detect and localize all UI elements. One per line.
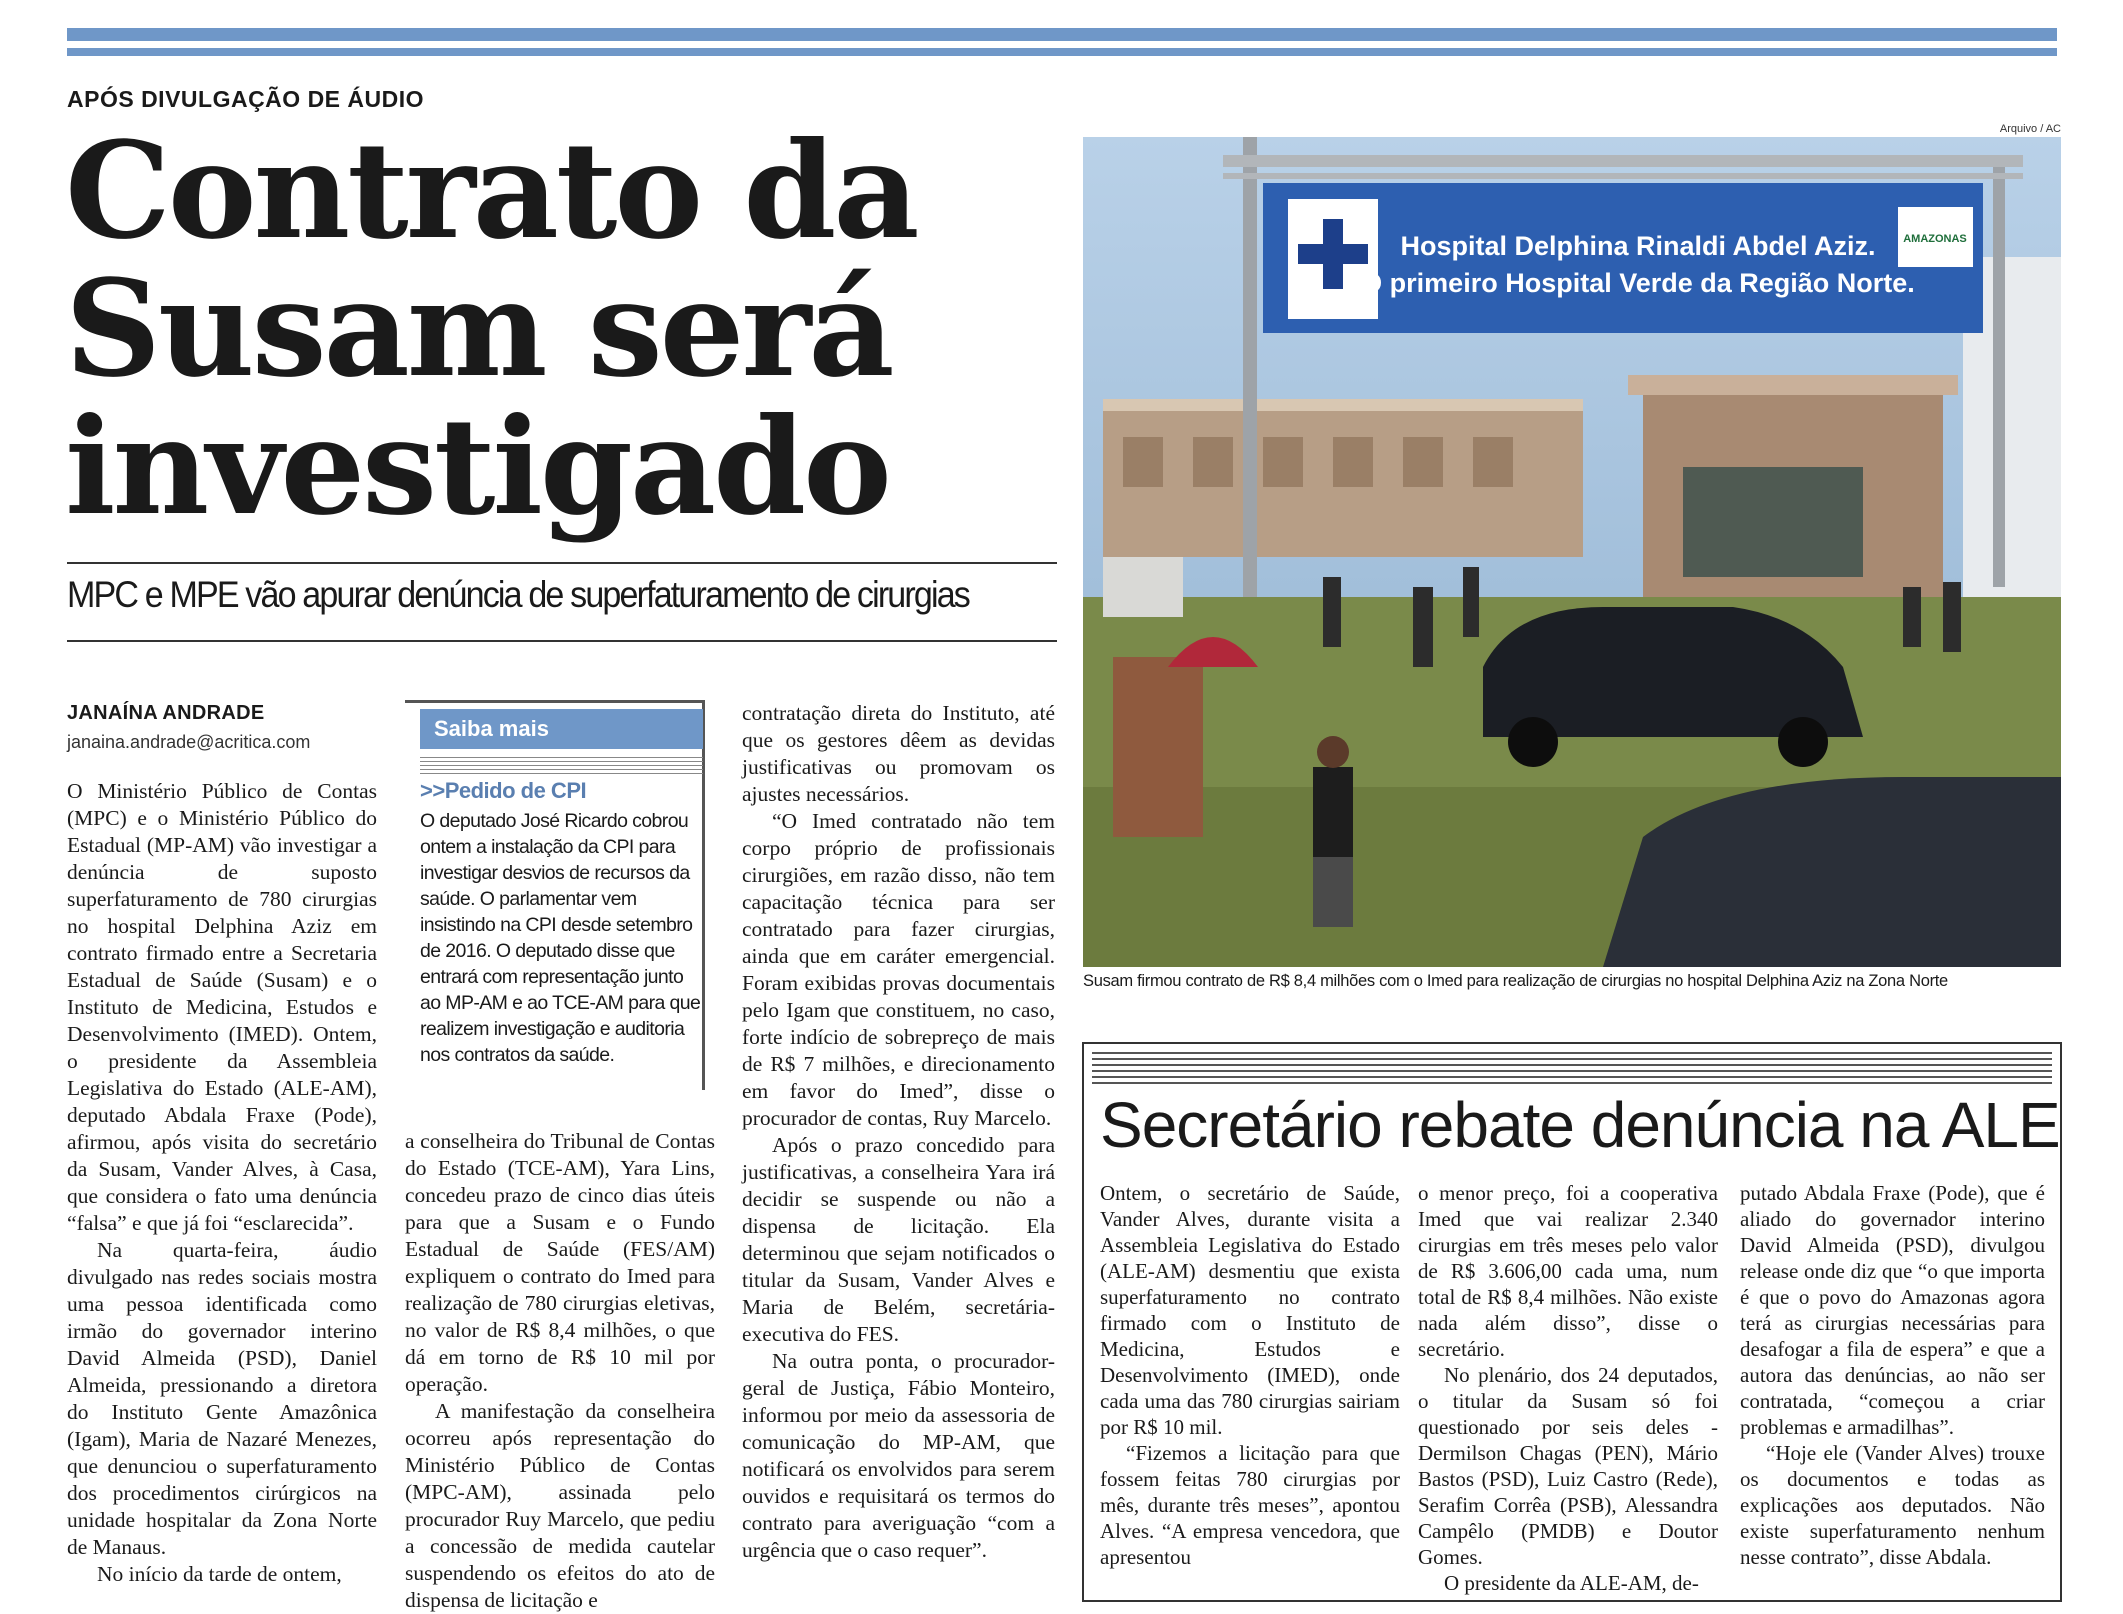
deck-rule-bottom [67,640,1057,642]
paragraph: “Hoje ele (Vander Alves) trouxe os documentos e todas as explicações aos deputados. Não existe superfaturamento nenhum nesse contrato”, disse Abdala. [1740,1441,2045,1569]
deck: MPC e MPE vão apurar denúncia de superfaturamento de cirurgias [67,574,969,615]
headline [65,113,1065,545]
paragraph: putado Abdala Fraxe (Pode), que é aliado do governador interino David Almeida (PSD), divulgou release onde diz que “o que importa é que o povo do Amazonas agora terá as cirurgias necessárias para desafogar a fila de espera” e que a autora das denúncias, ao não ser contratada, “começou a criar problemas e armadilhas”. [1740,1181,2045,1439]
paragraph: No plenário, dos 24 deputados, o titular da Susam só foi questionado por seis deles - Dermilson Chagas (PEN), Mário Bastos (PSD), Luiz Castro (Rede), Serafim Corrêa (PSB), Alessandra Campêlo (PMDB) e Doutor Gomes. [1418,1363,1718,1569]
top-rule [67,28,2057,41]
kicker: APÓS DIVULGAÇÃO DE ÁUDIO [67,86,425,112]
headline-line: investigado [65,389,889,545]
paragraph: No início da tarde de ontem, [97,1562,342,1586]
related-article-title: Secretário rebate denúncia na ALE [1100,1089,2060,1161]
photo-caption: Susam firmou contrato de R$ 8,4 milhões com o Imed para realização de cirurgias no hospital Delphina Aziz na Zona Norte [1083,972,1948,990]
headline-line: Contrato da [65,113,917,269]
deck-rule-top [67,562,1057,564]
paragraph: Na outra ponta, o procurador-geral de Justiça, Fábio Monteiro, informou por meio da assessoria de comunicação do MP-AM, que notificará os envolvidos para serem ouvidos e requisitará os termos do contrato para averiguação “com a urgência que o caso requer”. [742,1349,1055,1562]
sidebar-subtitle: >>Pedido de CPI [420,778,587,803]
paragraph: o menor preço, foi a cooperativa Imed que vai realizar 2.340 cirurgias em três meses pelo valor de R$ 3.606,00 cada uma, num total de R$ 8,4 milhões. Não existe nada além disso”, disse o secretário. [1418,1181,1718,1361]
paragraph: “O Imed contratado não tem corpo próprio de profissionais cirurgiões, em razão disso, não tem capacitação técnica para ser contratado para fazer cirurgias, ainda que em caráter emergencial. Foram exibidas provas documentais pelo Igam que constituem, no caso, forte indício de sobrepreço de mais de R$ 7 milhões, e direcionamento em favor do Imed”, disse o procurador de contas, Ruy Marcelo. [742,809,1055,1130]
paragraph: O presidente da ALE-AM, de- [1444,1571,1699,1595]
photo-credit: Arquivo / AC [1999,123,2061,135]
sidebar-title: Saiba mais [420,709,703,749]
related-article-hatch [1092,1052,2052,1086]
banner-logo-text: AMAZONAS [1903,233,1967,245]
article-column-1 [67,778,377,1588]
related-column-2 [1418,1180,1718,1596]
paragraph: A manifestação da conselheira ocorreu após representação do Ministério Público de Contas (MPC-AM), assinada pelo procurador Ruy Marcelo, que pediu a concessão de medida cautelar suspendendo os efeitos do ato de dispensa de licitação e [405,1399,715,1612]
banner-line-1: Hospital Delphina Rinaldi Abdel Aziz. [1400,231,1876,261]
hospital-scene-illustration [1083,137,2061,967]
article-column-3 [742,700,1055,1564]
news-photo [1083,137,2061,967]
related-column-1 [1100,1180,1400,1570]
top-rule-thin [67,48,2057,56]
paragraph: “Fizemos a licitação para que fossem feitas 780 cirurgias por mês, durante três meses”, apontou Alves. “A empresa vencedora, que apresentou [1100,1441,1400,1569]
paragraph: Ontem, o secretário de Saúde, Vander Alves, durante visita a Assembleia Legislativa do Estado (ALE-AM) desmentiu que exista superfaturamento no contrato firmado com o Instituto de Medicina, Estudos e Desenvolvimento (IMED), onde cada uma das 780 cirurgias sairiam por R$ 10 mil. [1100,1181,1400,1439]
headline-line: Susam será [65,251,892,407]
related-column-3 [1740,1180,2045,1570]
paragraph: Após o prazo concedido para justificativas, a conselheira Yara irá decidir se suspende ou não a dispensa de licitação. Ela determinou que sejam notificados o titular da Susam, Vander Alves e Maria de Belém, secretária-executiva do FES. [742,1133,1055,1346]
sidebar-text: O deputado José Ricardo cobrou ontem a instalação da CPI para investigar desvios de recursos da saúde. O parlamentar vem insistindo na CPI desde setembro de 2016. O deputado disse que entrará com representação junto ao MP-AM e ao TCE-AM para que realizem investigação e auditoria nos contratos da saúde. [420,810,701,1066]
author-email[interactable]: janaina.andrade@acritica.com [67,732,311,752]
article-column-2 [405,1128,715,1614]
paragraph: a conselheira do Tribunal de Contas do Estado (TCE-AM), Yara Lins, concedeu prazo de cinco dias úteis para que a Susam e o Fundo Estadual de Saúde (FES/AM) expliquem o contrato do Imed para realização de 780 cirurgias eletivas, no valor de R$ 8,4 milhões, o que dá em torno de R$ 10 mil por operação. [405,1129,715,1396]
paragraph: contratação direta do Instituto, até que os gestores dêem as devidas justificativas ou promovam os ajustes necessários. [742,701,1055,806]
paragraph: O Ministério Público de Contas (MPC) e o Ministério Público do Estadual (MP-AM) vão investigar a denúncia de suposto superfaturamento de 780 cirurgias no hospital Delphina Aziz em contrato firmado entre a Secretaria Estadual de Saúde (Susam) e o Instituto de Medicina, Estudos e Desenvolvimento (IMED). Ontem, o presidente da Assembleia Legislativa do Estado (ALE-AM), deputado Abdala Fraxe (Pode), afirmou, após visita do secretário da Susam, Vander Alves, à Casa, que considera o fato uma denúncia “falsa” e que já foi “esclarecida”. [67,779,377,1235]
author-name: JANAÍNA ANDRADE [67,702,265,724]
sidebar-hatch [420,757,703,777]
paragraph: Na quarta-feira, áudio divulgado nas redes sociais mostra uma pessoa identificada como irmão do governador interino David Almeida (PSD), Daniel Almeida, pressionando a diretora do Instituto Gente Amazônica (Igam), Maria de Nazaré Menezes, que denunciou o superfaturamento dos procedimentos cirúrgicos na unidade hospitalar da Zona Norte de Manaus. [67,1238,377,1559]
banner-line-2: O primeiro Hospital Verde da Região Norte. [1361,268,1915,298]
